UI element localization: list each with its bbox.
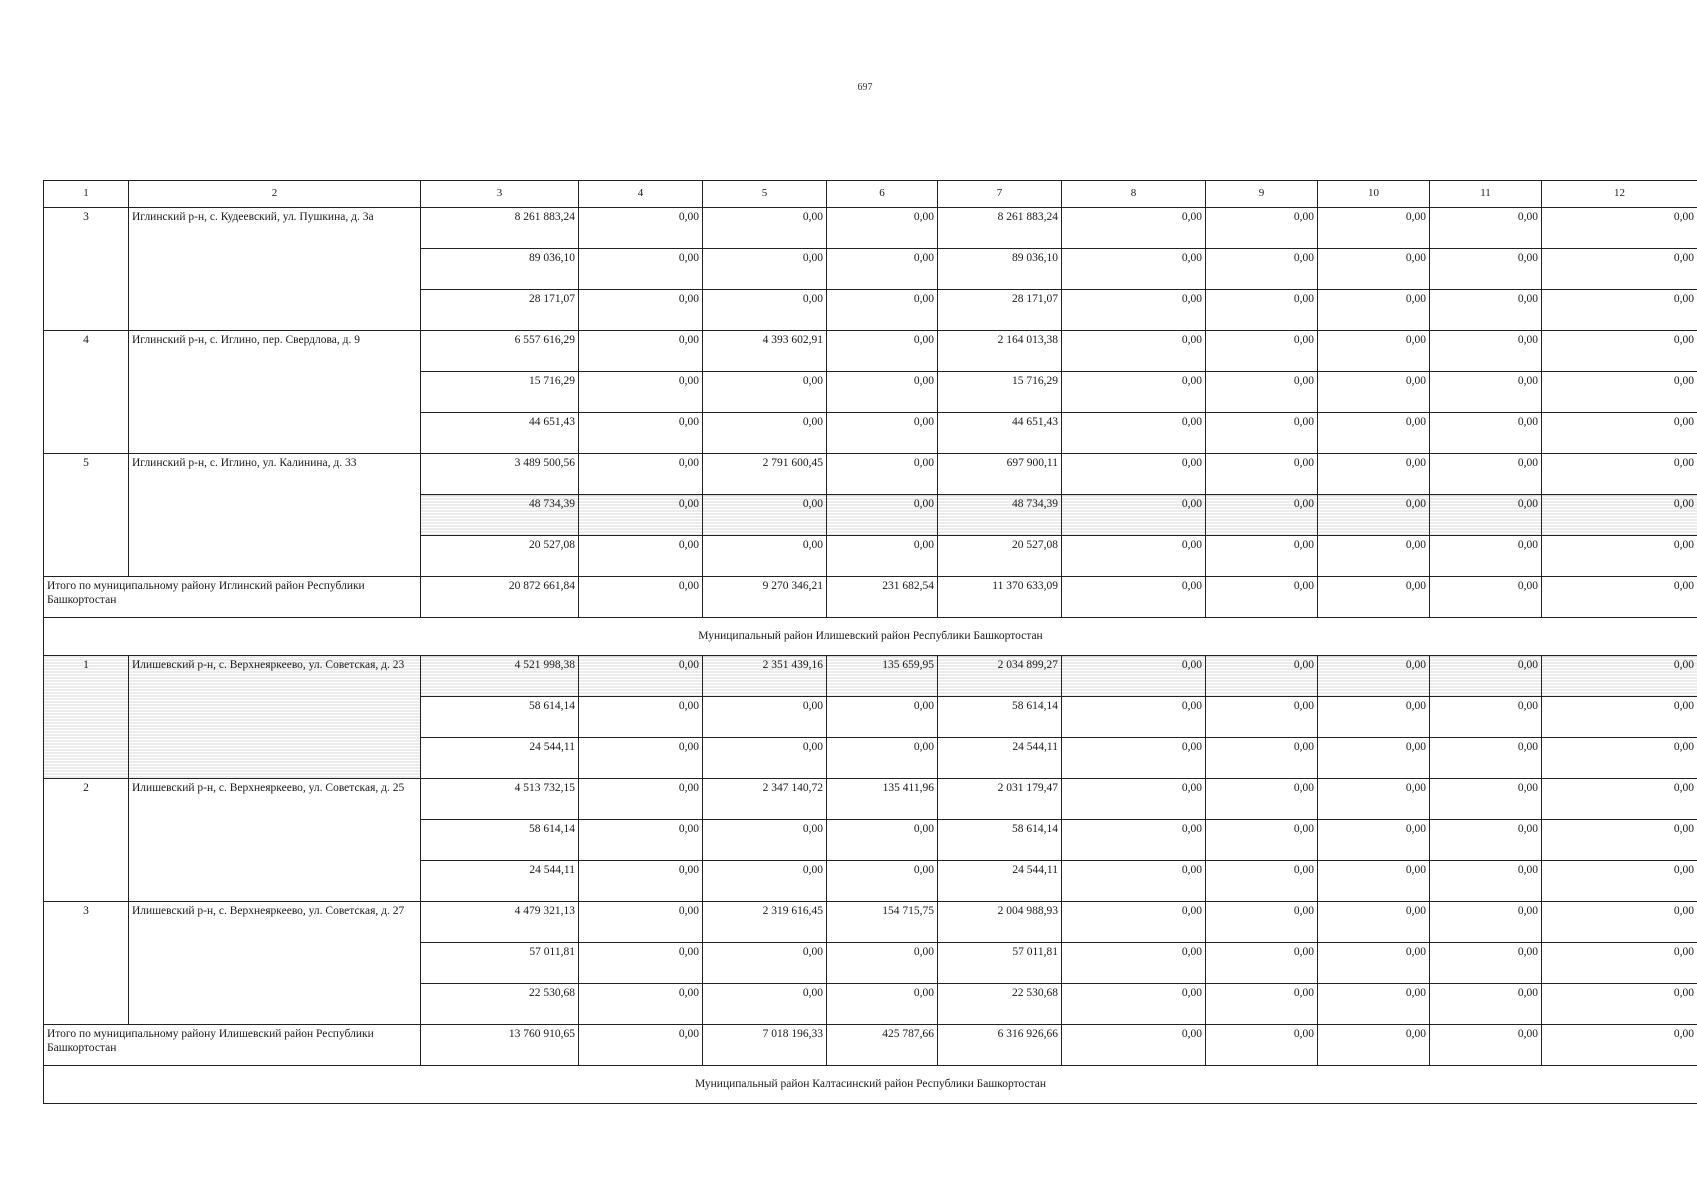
total-amount-cell: 0,00: [1318, 577, 1430, 618]
amount-cell: 2 791 600,45: [703, 454, 827, 495]
amount-cell: 0,00: [1206, 779, 1318, 820]
amount-cell: 0,00: [1542, 495, 1697, 536]
amount-cell: 28 171,07: [938, 290, 1062, 331]
amount-cell: 0,00: [1062, 943, 1206, 984]
amount-cell: 0,00: [1430, 208, 1542, 249]
total-amount-cell: 0,00: [1430, 577, 1542, 618]
amount-cell: 2 319 616,45: [703, 902, 827, 943]
amount-cell: 0,00: [703, 495, 827, 536]
amount-cell: 0,00: [1206, 495, 1318, 536]
amount-cell: 0,00: [1318, 779, 1430, 820]
amount-cell: 0,00: [1318, 820, 1430, 861]
column-header-3: 3: [421, 181, 579, 208]
amount-cell: 0,00: [827, 413, 938, 454]
amount-cell: 24 544,11: [421, 738, 579, 779]
amount-cell: 0,00: [827, 943, 938, 984]
item-address: Илишевский р-н, с. Верхнеяркеево, ул. Советская, д. 23: [129, 656, 421, 779]
amount-cell: 2 034 899,27: [938, 656, 1062, 697]
total-amount-cell: 0,00: [1542, 577, 1697, 618]
amount-cell: 48 734,39: [421, 495, 579, 536]
amount-cell: 0,00: [1430, 984, 1542, 1025]
amount-cell: 0,00: [1206, 943, 1318, 984]
amount-cell: 22 530,68: [938, 984, 1062, 1025]
table-row: [44, 902, 1697, 943]
amount-cell: 0,00: [1062, 290, 1206, 331]
amount-cell: 0,00: [1430, 331, 1542, 372]
amount-cell: 0,00: [1430, 536, 1542, 577]
amount-cell: 0,00: [1318, 738, 1430, 779]
amount-cell: 0,00: [703, 697, 827, 738]
amount-cell: 0,00: [1206, 861, 1318, 902]
total-row: [44, 577, 1697, 618]
amount-cell: 44 651,43: [938, 413, 1062, 454]
amount-cell: 4 393 602,91: [703, 331, 827, 372]
amount-cell: 2 347 140,72: [703, 779, 827, 820]
amount-cell: 0,00: [1206, 208, 1318, 249]
column-header-5: 5: [703, 181, 827, 208]
amount-cell: 0,00: [1542, 943, 1697, 984]
amount-cell: 22 530,68: [421, 984, 579, 1025]
amount-cell: 0,00: [1318, 331, 1430, 372]
amount-cell: 0,00: [1062, 208, 1206, 249]
amount-cell: 0,00: [703, 290, 827, 331]
amount-cell: 0,00: [1062, 779, 1206, 820]
section-title: Муниципальный район Илишевский район Республики Башкортостан: [44, 618, 1697, 656]
amount-cell: 15 716,29: [421, 372, 579, 413]
amount-cell: 0,00: [1430, 495, 1542, 536]
total-amount-cell: 0,00: [579, 1025, 703, 1066]
amount-cell: 0,00: [1430, 902, 1542, 943]
amount-cell: 0,00: [1318, 413, 1430, 454]
amount-cell: 4 521 998,38: [421, 656, 579, 697]
column-header-11: 11: [1430, 181, 1542, 208]
amount-cell: 0,00: [1318, 372, 1430, 413]
amount-cell: 0,00: [1206, 820, 1318, 861]
amount-cell: 24 544,11: [421, 861, 579, 902]
amount-cell: 0,00: [1542, 656, 1697, 697]
item-number: 3: [44, 902, 129, 1025]
amount-cell: 3 489 500,56: [421, 454, 579, 495]
amount-cell: 0,00: [703, 249, 827, 290]
amount-cell: 0,00: [1318, 656, 1430, 697]
amount-cell: 0,00: [1318, 495, 1430, 536]
amount-cell: 0,00: [827, 861, 938, 902]
column-header-8: 8: [1062, 181, 1206, 208]
amount-cell: 0,00: [1206, 656, 1318, 697]
total-label: Итого по муниципальному району Илишевский район Республики Башкортостан: [44, 1025, 421, 1066]
amount-cell: 0,00: [703, 738, 827, 779]
item-address: Иглинский р-н, с. Иглино, ул. Калинина, д. 33: [129, 454, 421, 577]
amount-cell: 0,00: [1542, 290, 1697, 331]
amount-cell: 0,00: [703, 861, 827, 902]
amount-cell: 0,00: [1542, 249, 1697, 290]
amount-cell: 0,00: [1206, 697, 1318, 738]
amount-cell: 0,00: [1430, 372, 1542, 413]
amount-cell: 0,00: [579, 372, 703, 413]
amount-cell: 0,00: [827, 536, 938, 577]
table-row: [44, 779, 1697, 820]
amount-cell: 0,00: [1206, 413, 1318, 454]
amount-cell: 0,00: [1206, 454, 1318, 495]
amount-cell: 135 411,96: [827, 779, 938, 820]
amount-cell: 0,00: [827, 249, 938, 290]
amount-cell: 0,00: [827, 495, 938, 536]
amount-cell: 0,00: [1062, 495, 1206, 536]
item-number: 3: [44, 208, 129, 331]
amount-cell: 0,00: [827, 738, 938, 779]
amount-cell: 0,00: [827, 372, 938, 413]
amount-cell: 0,00: [1318, 208, 1430, 249]
amount-cell: 8 261 883,24: [938, 208, 1062, 249]
item-address: Илишевский р-н, с. Верхнеяркеево, ул. Советская, д. 27: [129, 902, 421, 1025]
table-row: [44, 331, 1697, 372]
item-number: 2: [44, 779, 129, 902]
total-amount-cell: 7 018 196,33: [703, 1025, 827, 1066]
amount-cell: 58 614,14: [938, 697, 1062, 738]
amount-cell: 0,00: [579, 454, 703, 495]
amount-cell: 0,00: [1430, 861, 1542, 902]
item-number: 4: [44, 331, 129, 454]
item-number: 1: [44, 656, 129, 779]
amount-cell: 48 734,39: [938, 495, 1062, 536]
amount-cell: 0,00: [1542, 413, 1697, 454]
amount-cell: 0,00: [703, 208, 827, 249]
amount-cell: 0,00: [579, 290, 703, 331]
amount-cell: 24 544,11: [938, 738, 1062, 779]
amount-cell: 2 031 179,47: [938, 779, 1062, 820]
amount-cell: 0,00: [1430, 290, 1542, 331]
column-header-4: 4: [579, 181, 703, 208]
section-row: [44, 1066, 1697, 1104]
amount-cell: 89 036,10: [938, 249, 1062, 290]
amount-cell: 697 900,11: [938, 454, 1062, 495]
amount-cell: 0,00: [1206, 331, 1318, 372]
amount-cell: 0,00: [1430, 738, 1542, 779]
amount-cell: 20 527,08: [421, 536, 579, 577]
amount-cell: 0,00: [827, 290, 938, 331]
total-amount-cell: 0,00: [1206, 577, 1318, 618]
amount-cell: 0,00: [827, 331, 938, 372]
amount-cell: 58 614,14: [938, 820, 1062, 861]
amount-cell: 0,00: [1062, 249, 1206, 290]
amount-cell: 0,00: [827, 208, 938, 249]
total-row: [44, 1025, 1697, 1066]
column-header-12: 12: [1542, 181, 1697, 208]
amount-cell: 0,00: [1062, 820, 1206, 861]
amount-cell: 4 513 732,15: [421, 779, 579, 820]
total-amount-cell: 13 760 910,65: [421, 1025, 579, 1066]
amount-cell: 57 011,81: [938, 943, 1062, 984]
amount-cell: 0,00: [579, 656, 703, 697]
total-amount-cell: 0,00: [1542, 1025, 1697, 1066]
amount-cell: 0,00: [1062, 902, 1206, 943]
amount-cell: 0,00: [1318, 902, 1430, 943]
total-amount-cell: 0,00: [1318, 1025, 1430, 1066]
amount-cell: 0,00: [1206, 249, 1318, 290]
amount-cell: 0,00: [579, 495, 703, 536]
amount-cell: 0,00: [1430, 454, 1542, 495]
amount-cell: 2 004 988,93: [938, 902, 1062, 943]
amount-cell: 0,00: [827, 984, 938, 1025]
amount-cell: 0,00: [1542, 454, 1697, 495]
amount-cell: 0,00: [1542, 372, 1697, 413]
amount-cell: 0,00: [579, 861, 703, 902]
total-amount-cell: 425 787,66: [827, 1025, 938, 1066]
amount-cell: 2 164 013,38: [938, 331, 1062, 372]
amount-cell: 8 261 883,24: [421, 208, 579, 249]
amount-cell: 0,00: [579, 984, 703, 1025]
amount-cell: 0,00: [1062, 697, 1206, 738]
amount-cell: 0,00: [1430, 820, 1542, 861]
amount-cell: 0,00: [1542, 902, 1697, 943]
column-header-9: 9: [1206, 181, 1318, 208]
total-amount-cell: 6 316 926,66: [938, 1025, 1062, 1066]
table-body: [44, 208, 1697, 1104]
amount-cell: 0,00: [703, 372, 827, 413]
amount-cell: 0,00: [703, 536, 827, 577]
amount-cell: 0,00: [703, 413, 827, 454]
amount-cell: 0,00: [1430, 779, 1542, 820]
amount-cell: 0,00: [1062, 454, 1206, 495]
amount-cell: 0,00: [579, 820, 703, 861]
amount-cell: 0,00: [703, 820, 827, 861]
amount-cell: 0,00: [1206, 372, 1318, 413]
amount-cell: 0,00: [1062, 984, 1206, 1025]
amount-cell: 0,00: [1542, 820, 1697, 861]
amount-cell: 0,00: [1430, 656, 1542, 697]
amount-cell: 0,00: [1062, 331, 1206, 372]
amount-cell: 0,00: [703, 943, 827, 984]
page-number: 697: [857, 82, 873, 93]
table-header-row: [44, 181, 1697, 208]
section-row: [44, 618, 1697, 656]
amount-cell: 6 557 616,29: [421, 331, 579, 372]
column-header-7: 7: [938, 181, 1062, 208]
amount-cell: 28 171,07: [421, 290, 579, 331]
total-amount-cell: 0,00: [579, 577, 703, 618]
amount-cell: 0,00: [1062, 656, 1206, 697]
amount-cell: 0,00: [1542, 697, 1697, 738]
amount-cell: 0,00: [827, 697, 938, 738]
amount-cell: 0,00: [579, 331, 703, 372]
total-amount-cell: 0,00: [1206, 1025, 1318, 1066]
amount-cell: 58 614,14: [421, 697, 579, 738]
amount-cell: 0,00: [579, 738, 703, 779]
amount-cell: 135 659,95: [827, 656, 938, 697]
amount-cell: 58 614,14: [421, 820, 579, 861]
item-number: 5: [44, 454, 129, 577]
amount-cell: 0,00: [703, 984, 827, 1025]
amount-cell: 0,00: [1430, 697, 1542, 738]
amount-cell: 0,00: [1206, 738, 1318, 779]
amount-cell: 0,00: [1206, 536, 1318, 577]
total-amount-cell: 0,00: [1062, 1025, 1206, 1066]
amount-cell: 0,00: [1430, 413, 1542, 454]
amount-cell: 0,00: [1542, 738, 1697, 779]
total-amount-cell: 0,00: [1062, 577, 1206, 618]
amount-cell: 20 527,08: [938, 536, 1062, 577]
total-amount-cell: 9 270 346,21: [703, 577, 827, 618]
total-label: Итого по муниципальному району Иглинский район Республики Башкортостан: [44, 577, 421, 618]
amount-cell: 0,00: [1318, 536, 1430, 577]
amount-cell: 0,00: [1206, 902, 1318, 943]
item-address: Илишевский р-н, с. Верхнеяркеево, ул. Советская, д. 25: [129, 779, 421, 902]
item-address: Иглинский р-н, с. Кудеевский, ул. Пушкина, д. 3а: [129, 208, 421, 331]
amount-cell: 0,00: [1318, 697, 1430, 738]
amount-cell: 4 479 321,13: [421, 902, 579, 943]
amount-cell: 0,00: [1206, 984, 1318, 1025]
amount-cell: 15 716,29: [938, 372, 1062, 413]
amount-cell: 0,00: [1062, 413, 1206, 454]
total-amount-cell: 20 872 661,84: [421, 577, 579, 618]
total-amount-cell: 231 682,54: [827, 577, 938, 618]
total-amount-cell: 11 370 633,09: [938, 577, 1062, 618]
amount-cell: 0,00: [1542, 984, 1697, 1025]
amount-cell: 0,00: [1318, 861, 1430, 902]
amount-cell: 0,00: [1542, 208, 1697, 249]
amount-cell: 0,00: [1542, 861, 1697, 902]
amount-cell: 0,00: [1318, 943, 1430, 984]
amount-cell: 0,00: [1430, 943, 1542, 984]
column-header-6: 6: [827, 181, 938, 208]
amount-cell: 0,00: [1430, 249, 1542, 290]
column-header-1: 1: [44, 181, 129, 208]
table-row: [44, 208, 1697, 249]
amount-cell: 0,00: [1062, 536, 1206, 577]
amount-cell: 89 036,10: [421, 249, 579, 290]
amount-cell: 0,00: [1206, 290, 1318, 331]
amount-cell: 0,00: [579, 943, 703, 984]
amount-cell: 0,00: [827, 454, 938, 495]
amount-cell: 0,00: [1318, 454, 1430, 495]
amount-cell: 0,00: [579, 902, 703, 943]
item-address: Иглинский р-н, с. Иглино, пер. Свердлова, д. 9: [129, 331, 421, 454]
amount-cell: 57 011,81: [421, 943, 579, 984]
amount-cell: 24 544,11: [938, 861, 1062, 902]
amount-cell: 0,00: [579, 413, 703, 454]
amount-cell: 0,00: [1062, 372, 1206, 413]
table-row: [44, 656, 1697, 697]
amount-cell: 0,00: [1062, 738, 1206, 779]
amount-cell: 0,00: [579, 249, 703, 290]
amount-cell: 44 651,43: [421, 413, 579, 454]
amount-cell: 154 715,75: [827, 902, 938, 943]
amount-cell: 0,00: [1542, 331, 1697, 372]
table-row: [44, 454, 1697, 495]
column-header-10: 10: [1318, 181, 1430, 208]
amount-cell: 0,00: [1542, 779, 1697, 820]
amount-cell: 2 351 439,16: [703, 656, 827, 697]
section-title: Муниципальный район Калтасинский район Республики Башкортостан: [44, 1066, 1697, 1104]
amount-cell: 0,00: [1318, 290, 1430, 331]
column-header-2: 2: [129, 181, 421, 208]
amount-cell: 0,00: [579, 208, 703, 249]
amount-cell: 0,00: [579, 536, 703, 577]
data-table: [43, 180, 1697, 1104]
amount-cell: 0,00: [1318, 249, 1430, 290]
total-amount-cell: 0,00: [1430, 1025, 1542, 1066]
amount-cell: 0,00: [827, 820, 938, 861]
amount-cell: 0,00: [579, 697, 703, 738]
amount-cell: 0,00: [1318, 984, 1430, 1025]
amount-cell: 0,00: [1062, 861, 1206, 902]
amount-cell: 0,00: [1542, 536, 1697, 577]
amount-cell: 0,00: [579, 779, 703, 820]
